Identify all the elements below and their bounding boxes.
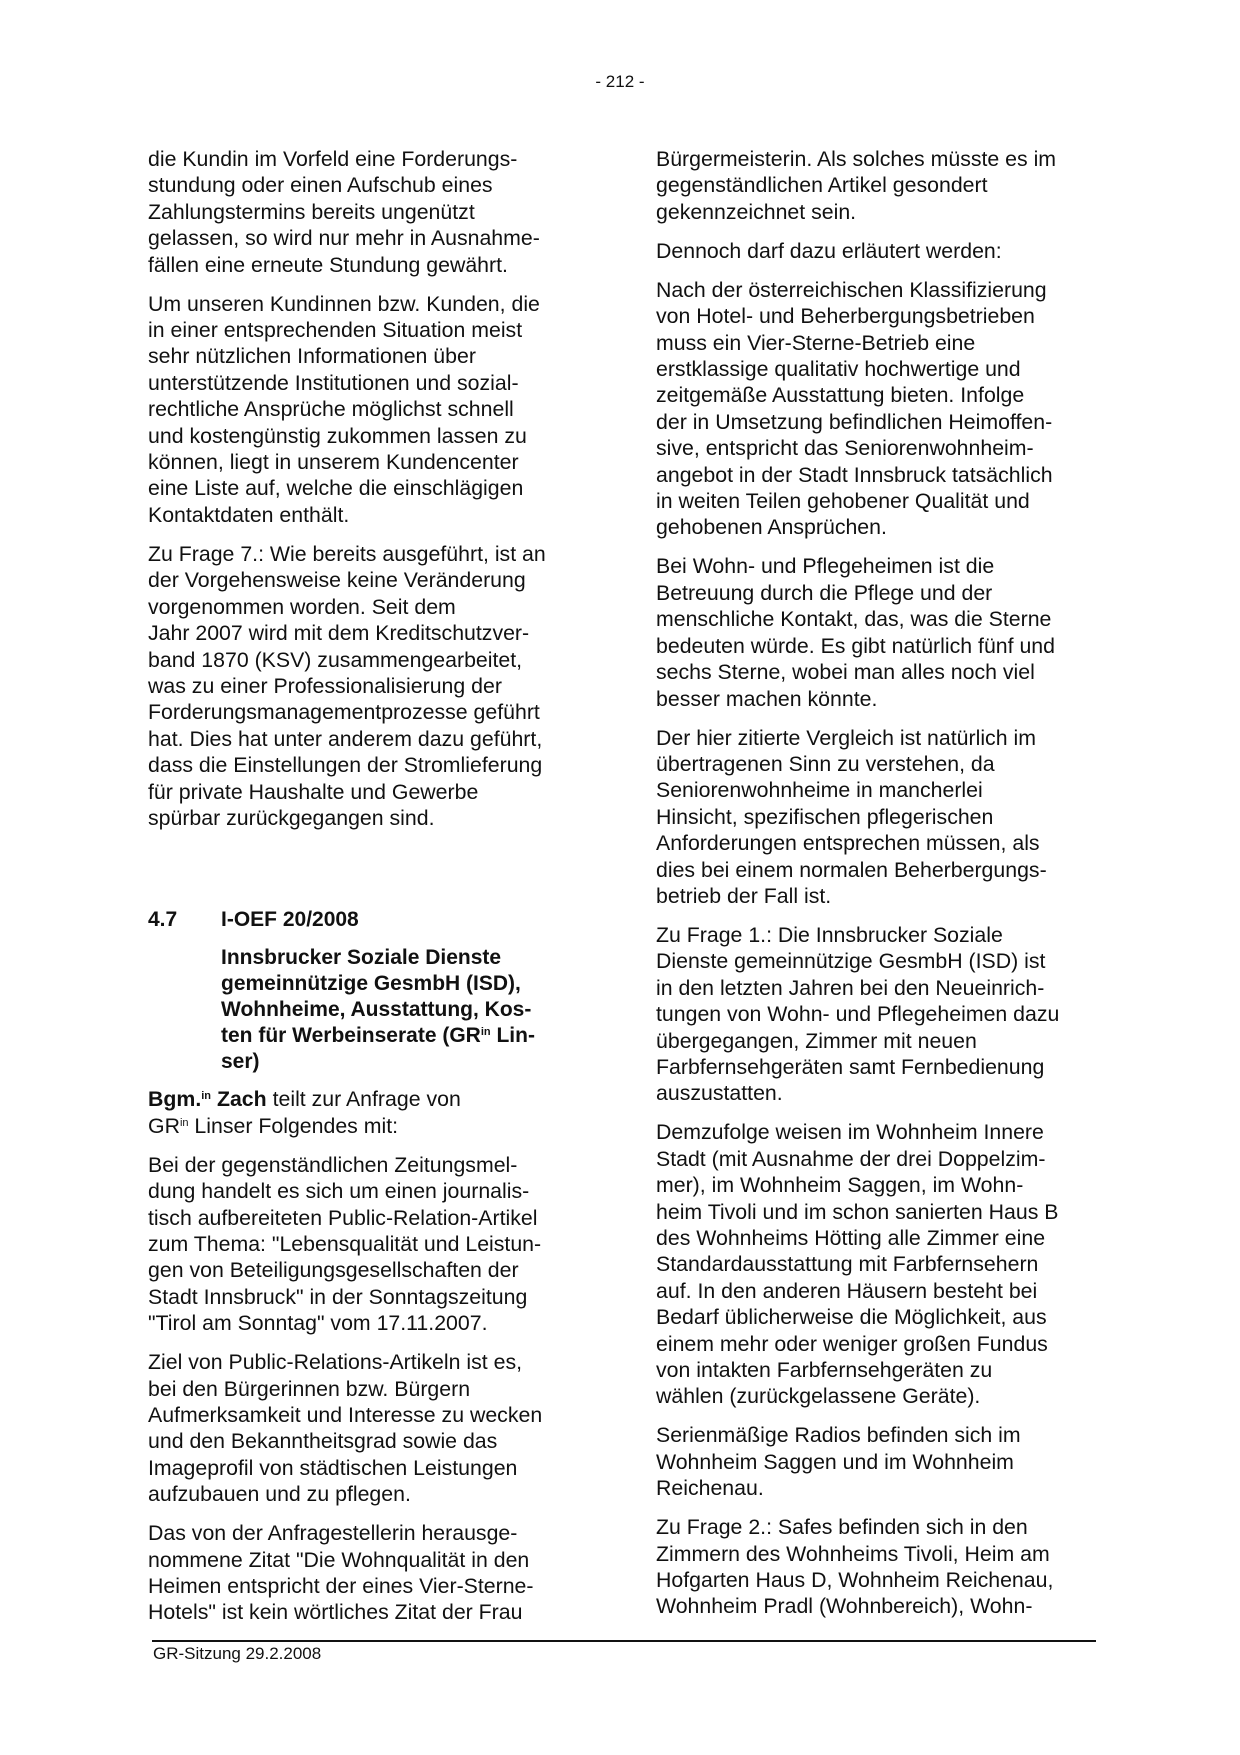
text-line: bedeuten würde. Es gibt natürlich fünf und [656,633,1055,658]
text-line: Zahlungstermins bereits ungenützt [148,199,475,224]
footer-divider [152,1640,1096,1642]
text-line: Dennoch darf dazu erläutert werden: [656,238,1002,263]
text-line: wählen (zurückgelassene Geräte). [656,1384,981,1409]
text-line: Hofgarten Haus D, Wohnheim Reichenau, [656,1568,1054,1593]
text-line: der in Umsetzung befindlichen Heimoffen- [656,409,1053,434]
text-line: heim Tivoli und im schon sanierten Haus B [656,1199,1059,1224]
text-line: übergegangen, Zimmer mit neuen [656,1028,977,1053]
text-line: Kontaktdaten enthält. [148,502,350,527]
text-line: Ziel von Public-Relations-Artikeln ist es, [148,1350,523,1375]
text-line: Zimmern des Wohnheims Tivoli, Heim am [656,1541,1050,1566]
section-heading [148,907,598,1074]
text-line: menschliche Kontakt, das, was die Sterne [656,607,1052,632]
text-line: Dienste gemeinnützige GesmbH (ISD) ist [656,949,1046,974]
speaker-name: Zach [211,1087,267,1112]
text-line: in den letzten Jahren bei den Neueinrich- [656,975,1045,1000]
paragraph [656,725,1106,910]
text-line: Bei der gegenständlichen Zeitungsmel- [148,1152,518,1177]
text-line: muss ein Vier-Sterne-Betrieb eine [656,330,976,355]
section-number: 4.7 [148,908,178,932]
text-line: sive, entspricht das Seniorenwohnheim- [656,436,1034,461]
superscript: in [201,1090,212,1103]
paragraph [148,1520,598,1626]
intro-text: teilt zur Anfrage von [266,1087,461,1112]
right-column [656,146,1106,1632]
text-line: Zu Frage 2.: Safes befinden sich in den [656,1515,1028,1540]
text-line: nommene Zitat "Die Wohnqualität in den [148,1547,530,1572]
text-line: stundung oder einen Aufschub eines [148,173,493,198]
paragraph [148,541,598,831]
title-line [221,1023,598,1049]
intro-paragraph [148,1086,598,1139]
text-line: gehobenen Ansprüchen. [656,515,887,540]
text-line: Zu Frage 1.: Die Innsbrucker Soziale [656,922,1003,947]
title-text: ten für Werbeinserate (GR [221,1023,481,1047]
text-line: mer), im Wohnheim Saggen, im Wohn- [656,1173,1024,1198]
text-line: vorgenommen worden. Seit dem [148,594,456,619]
text-line: angebot in der Stadt Innsbruck tatsächlich [656,462,1053,487]
paragraph [148,146,598,278]
speaker-title: Bgm. [148,1087,202,1112]
text-line: Imageprofil von städtischen Leistungen [148,1455,518,1480]
text-line: aufzubauen und zu pflegen. [148,1482,411,1507]
paragraph [656,922,1106,1107]
paragraph [656,238,1106,264]
paragraph [148,291,598,529]
text-line: dies bei einem normalen Beherbergungs- [656,857,1047,882]
paragraph [148,1349,598,1507]
title-line: Wohnheime, Ausstattung, Kos- [221,997,532,1021]
text-line: hat. Dies hat unter anderem dazu geführt, [148,726,543,751]
text-line: fällen eine erneute Stundung gewährt. [148,252,508,277]
text-line: auszustatten. [656,1081,783,1106]
text-line: Bedarf üblicherweise die Möglichkeit, aus [656,1305,1047,1330]
text-line: gekennzeichnet sein. [656,199,857,224]
text-line: unterstützende Institutionen und sozial- [148,370,519,395]
text-line: gen von Beteiligungsgesellschaften der [148,1258,519,1283]
text-line: was zu einer Professionalisierung der [148,673,502,698]
intro-text: GR [148,1113,180,1138]
text-line: Demzufolge weisen im Wohnheim Innere [656,1120,1044,1145]
text-line: Bei Wohn- und Pflegeheimen ist die [656,554,995,579]
text-line: in einer entsprechenden Situation meist [148,318,523,343]
text-line: des Wohnheims Hötting alle Zimmer eine [656,1226,1046,1250]
footer-text: GR-Sitzung 29.2.2008 [153,1644,322,1663]
title-line: gemeinnützige GesmbH (ISD), [221,972,521,996]
text-line: "Tirol am Sonntag" vom 17.11.2007. [148,1311,488,1336]
text-line: dass die Einstellungen der Stromlieferung [148,753,543,778]
text-line: einem mehr oder weniger großen Fundus [656,1331,1048,1356]
text-line: Heimen entspricht der eines Vier-Sterne- [148,1574,534,1599]
text-line: von intakten Farbfernsehgeräten zu [656,1358,993,1383]
text-line: tisch aufbereiteten Public-Relation-Artikel [148,1205,538,1230]
text-line: betrieb der Fall ist. [656,883,832,908]
left-column [148,146,598,1638]
text-line: Nach der österreichischen Klassifizierung [656,277,1047,302]
paragraph [656,1119,1106,1409]
title-line: Innsbrucker Soziale Dienste [221,946,502,970]
text-line: Bürgermeisterin. Als solches müsste es im [656,147,1057,171]
intro-text: Linser Folgendes mit: [188,1113,399,1138]
text-line: und den Bekanntheitsgrad sowie das [148,1429,498,1454]
text-line: zum Thema: "Lebensqualität und Leistun- [148,1231,542,1256]
section-code: I-OEF 20/2008 [221,908,359,932]
paragraph [656,553,1106,711]
text-line: Aufmerksamkeit und Interesse zu wecken [148,1402,543,1427]
text-line: Hinsicht, spezifischen pflegerischen [656,804,994,829]
section-title [221,945,598,1074]
text-line: können, liegt in unserem Kundencenter [148,450,519,475]
text-line: Der hier zitierte Vergleich ist natürlich im [656,725,1036,750]
title-text: Lin- [490,1023,535,1047]
text-line: Zu Frage 7.: Wie bereits ausgeführt, ist an [148,541,546,566]
text-line: Serienmäßige Radios befinden sich im [656,1423,1021,1448]
superscript: in [480,1025,491,1038]
text-line: bei den Bürgerinnen bzw. Bürgern [148,1376,471,1401]
paragraph [656,1514,1106,1620]
text-line: Betreuung durch die Pflege und der [656,580,993,605]
text-line: sehr nützlichen Informationen über [148,344,476,369]
text-line: gegenständlichen Artikel gesondert [656,173,988,198]
text-line: Stadt Innsbruck" in der Sonntagszeitung [148,1284,528,1309]
text-line: dung handelt es sich um einen journalis- [148,1179,530,1204]
text-line: band 1870 (KSV) zusammengearbeitet, [148,647,523,672]
superscript: in [179,1116,189,1129]
text-line: spürbar zurückgegangen sind. [148,805,435,830]
paragraph [656,1422,1106,1501]
paragraph [656,277,1106,541]
title-line: ser) [221,1049,260,1073]
text-line: von Hotel- und Beherbergungsbetrieben [656,304,1035,329]
page-number: - 212 - [595,72,645,91]
text-line: sechs Sterne, wobei man alles noch viel [656,660,1035,685]
text-line: in weiten Teilen gehobener Qualität und [656,489,1030,514]
paragraph [148,1152,598,1337]
text-line: rechtliche Ansprüche möglichst schnell [148,397,514,422]
text-line: eine Liste auf, welche die einschlägigen [148,476,524,501]
text-line: Wohnheim Pradl (Wohnbereich), Wohn- [656,1594,1033,1619]
text-line: Anforderungen entsprechen müssen, als [656,831,1040,856]
text-line: und kostengünstig zukommen lassen zu [148,423,527,448]
text-line: auf. In den anderen Häusern besteht bei [656,1278,1038,1303]
text-line: besser machen könnte. [656,686,878,711]
text-line: die Kundin im Vorfeld eine Forderungs- [148,147,518,171]
text-line: für private Haushalte und Gewerbe [148,779,479,804]
text-line: Reichenau. [656,1476,764,1501]
text-line: Forderungsmanagementprozesse geführt [148,700,540,725]
text-line: Seniorenwohnheime in mancherlei [656,778,983,803]
paragraph [656,146,1106,225]
text-line: Wohnheim Saggen und im Wohnheim [656,1449,1014,1474]
text-line: Hotels" ist kein wörtliches Zitat der Frau [148,1600,523,1625]
text-line: Jahr 2007 wird mit dem Kreditschutzver- [148,621,530,646]
text-line: der Vorgehensweise keine Veränderung [148,568,526,593]
text-line: übertragenen Sinn zu verstehen, da [656,751,995,776]
text-line: Stadt (mit Ausnahme der drei Doppelzim- [656,1146,1046,1171]
text-line: Farbfernsehgeräten samt Fernbedienung [656,1054,1045,1079]
text-line: tungen von Wohn- und Pflegeheimen dazu [656,1002,1060,1027]
text-line: erstklassige qualitativ hochwertige und [656,357,1021,382]
text-line: gelassen, so wird nur mehr in Ausnahme- [148,226,540,251]
text-line: zeitgemäße Ausstattung bieten. Infolge [656,383,1025,408]
text-line: Standardausstattung mit Farbfernsehern [656,1252,1039,1277]
text-line: Das von der Anfragestellerin herausge- [148,1521,518,1546]
text-line: Um unseren Kundinnen bzw. Kunden, die [148,291,540,316]
